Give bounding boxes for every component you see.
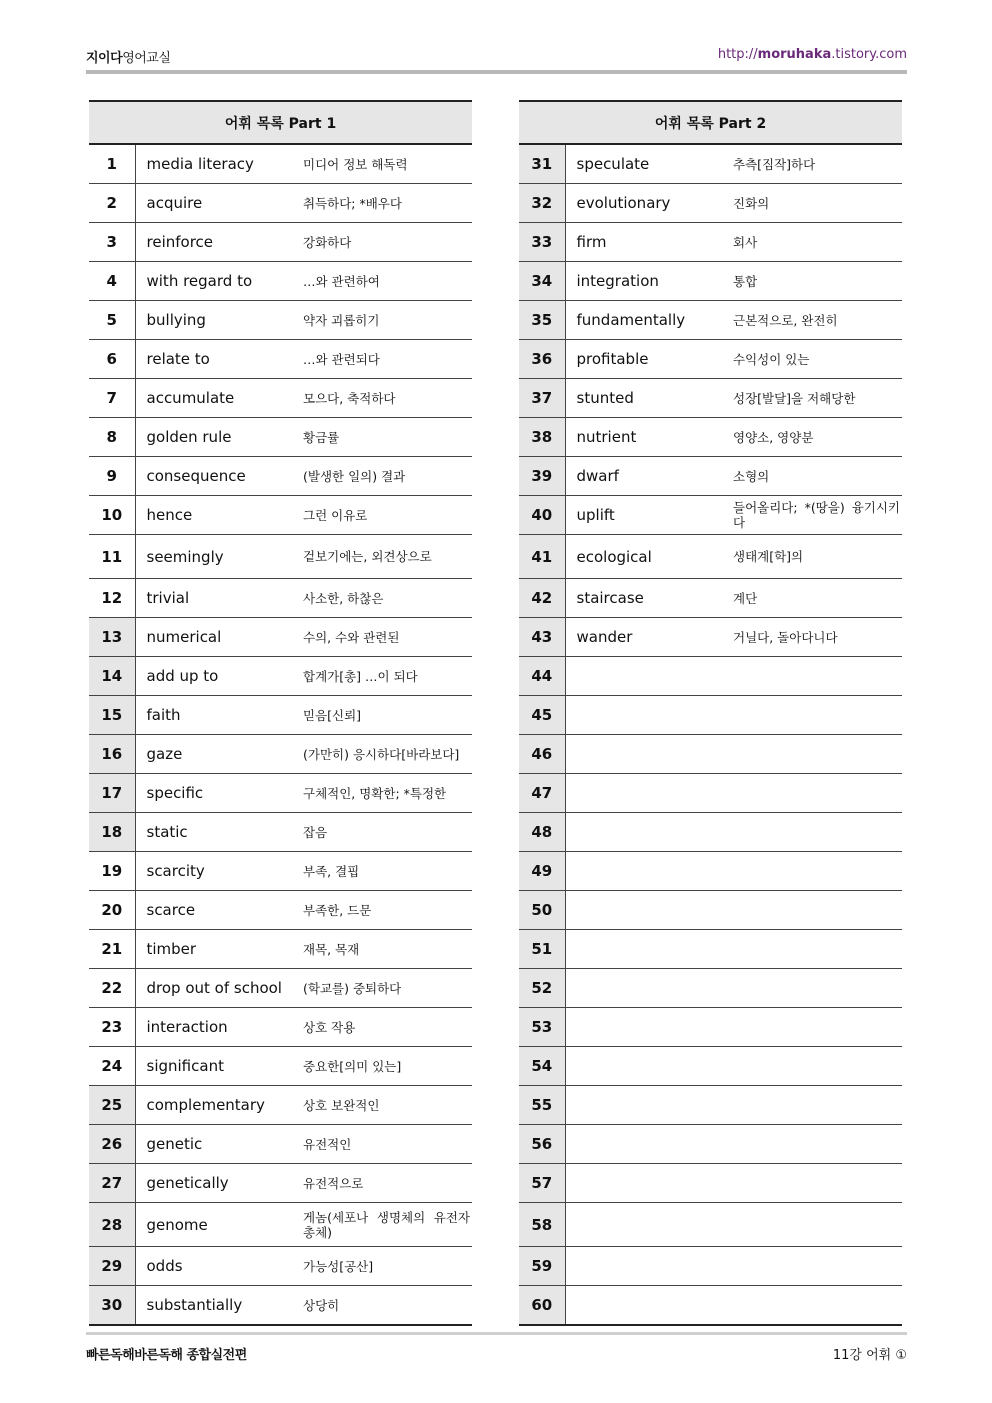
vocab-meaning: 겉보기에는, 외견상으로 xyxy=(303,535,472,579)
table-row xyxy=(519,535,902,579)
vocab-meaning xyxy=(733,696,902,735)
vocab-word xyxy=(565,930,733,969)
vocab-meaning xyxy=(733,1008,902,1047)
vocab-word: speculate xyxy=(565,144,733,184)
vocab-meaning: 수의, 수와 관련된 xyxy=(303,618,472,657)
table-row xyxy=(89,618,472,657)
vocab-meaning: 강화하다 xyxy=(303,223,472,262)
row-number: 11 xyxy=(89,535,135,579)
table-row xyxy=(89,696,472,735)
table-row xyxy=(89,144,472,184)
vocab-word: media literacy xyxy=(135,144,303,184)
vocab-meaning xyxy=(733,1203,902,1247)
table-row xyxy=(89,340,472,379)
vocab-meaning: 모으다, 축적하다 xyxy=(303,379,472,418)
vocab-meaning: 약자 괴롭히기 xyxy=(303,301,472,340)
table-row xyxy=(519,1164,902,1203)
vocab-word: hence xyxy=(135,496,303,535)
row-number: 45 xyxy=(519,696,565,735)
vocab-word: numerical xyxy=(135,618,303,657)
table-title-part1: 어휘 목록 Part 1 xyxy=(89,101,472,144)
row-number: 25 xyxy=(89,1086,135,1125)
vocab-meaning: 미디어 정보 해독력 xyxy=(303,144,472,184)
table-row xyxy=(89,1247,472,1286)
row-number: 29 xyxy=(89,1247,135,1286)
row-number: 51 xyxy=(519,930,565,969)
row-number: 27 xyxy=(89,1164,135,1203)
row-number: 24 xyxy=(89,1047,135,1086)
vocab-word: with regard to xyxy=(135,262,303,301)
vocab-meaning xyxy=(733,1125,902,1164)
table-row xyxy=(89,579,472,618)
row-number: 39 xyxy=(519,457,565,496)
table-row xyxy=(519,930,902,969)
row-number: 37 xyxy=(519,379,565,418)
table-row xyxy=(519,262,902,301)
table-row xyxy=(89,535,472,579)
vocab-meaning: 계단 xyxy=(733,579,902,618)
row-number: 60 xyxy=(519,1286,565,1326)
row-number: 22 xyxy=(89,969,135,1008)
row-number: 38 xyxy=(519,418,565,457)
table-row xyxy=(519,1047,902,1086)
vocab-word xyxy=(565,1125,733,1164)
row-number: 19 xyxy=(89,852,135,891)
vocab-word: genetic xyxy=(135,1125,303,1164)
row-number: 47 xyxy=(519,774,565,813)
table-row xyxy=(89,457,472,496)
vocab-meaning: 가능성[공산] xyxy=(303,1247,472,1286)
table-row xyxy=(519,418,902,457)
vocab-word: odds xyxy=(135,1247,303,1286)
table-row xyxy=(519,1247,902,1286)
table-row xyxy=(89,1086,472,1125)
vocab-word: scarcity xyxy=(135,852,303,891)
page-header xyxy=(86,44,907,66)
vocab-word xyxy=(565,852,733,891)
vocab-word: stunted xyxy=(565,379,733,418)
vocab-meaning: 상당히 xyxy=(303,1286,472,1326)
row-number: 44 xyxy=(519,657,565,696)
row-number: 30 xyxy=(89,1286,135,1326)
vocab-word xyxy=(565,891,733,930)
vocab-word: ecological xyxy=(565,535,733,579)
row-number: 6 xyxy=(89,340,135,379)
vocab-meaning xyxy=(733,1247,902,1286)
row-number: 59 xyxy=(519,1247,565,1286)
vocab-word: nutrient xyxy=(565,418,733,457)
vocab-meaning xyxy=(733,1047,902,1086)
row-number: 21 xyxy=(89,930,135,969)
header-divider xyxy=(86,70,907,74)
vocab-word: gaze xyxy=(135,735,303,774)
vocab-meaning: …와 관련되다 xyxy=(303,340,472,379)
table-body-part1 xyxy=(89,144,472,1325)
table-row xyxy=(519,340,902,379)
vocab-meaning xyxy=(733,735,902,774)
vocab-word xyxy=(565,657,733,696)
table-title-part2: 어휘 목록 Part 2 xyxy=(519,101,902,144)
table-row xyxy=(519,696,902,735)
table-row xyxy=(519,496,902,535)
row-number: 26 xyxy=(89,1125,135,1164)
row-number: 48 xyxy=(519,813,565,852)
vocab-meaning: (학교를) 중퇴하다 xyxy=(303,969,472,1008)
row-number: 2 xyxy=(89,184,135,223)
row-number: 53 xyxy=(519,1008,565,1047)
vocab-word: trivial xyxy=(135,579,303,618)
table-row xyxy=(519,579,902,618)
vocab-word: consequence xyxy=(135,457,303,496)
table-row xyxy=(89,1125,472,1164)
table-row xyxy=(89,891,472,930)
table-row xyxy=(89,852,472,891)
vocab-word: add up to xyxy=(135,657,303,696)
vocab-word: substantially xyxy=(135,1286,303,1326)
table-row xyxy=(519,1086,902,1125)
row-number: 5 xyxy=(89,301,135,340)
vocab-word: complementary xyxy=(135,1086,303,1125)
table-row xyxy=(89,301,472,340)
vocab-meaning: 회사 xyxy=(733,223,902,262)
vocab-word: dwarf xyxy=(565,457,733,496)
table-row xyxy=(519,379,902,418)
vocab-word: drop out of school xyxy=(135,969,303,1008)
table-row xyxy=(89,1164,472,1203)
vocab-word xyxy=(565,696,733,735)
vocab-word: relate to xyxy=(135,340,303,379)
row-number: 34 xyxy=(519,262,565,301)
table-row xyxy=(519,1286,902,1326)
vocab-meaning xyxy=(733,930,902,969)
row-number: 1 xyxy=(89,144,135,184)
vocab-word: accumulate xyxy=(135,379,303,418)
vocab-meaning: 소형의 xyxy=(733,457,902,496)
table-row xyxy=(89,1047,472,1086)
vocab-meaning: (가만히) 응시하다[바라보다] xyxy=(303,735,472,774)
vocab-meaning: 재목, 목재 xyxy=(303,930,472,969)
url-prefix: http:// xyxy=(717,47,758,62)
table-row xyxy=(519,735,902,774)
vocab-word: static xyxy=(135,813,303,852)
vocab-word xyxy=(565,1203,733,1247)
table-row xyxy=(519,891,902,930)
site-url[interactable] xyxy=(718,47,907,62)
table-row xyxy=(89,1203,472,1247)
row-number: 16 xyxy=(89,735,135,774)
row-number: 32 xyxy=(519,184,565,223)
vocab-meaning: 부족, 결핍 xyxy=(303,852,472,891)
vocab-word xyxy=(565,1086,733,1125)
row-number: 46 xyxy=(519,735,565,774)
row-number: 18 xyxy=(89,813,135,852)
vocab-meaning: …와 관련하여 xyxy=(303,262,472,301)
table-body-part2 xyxy=(519,144,902,1325)
row-number: 10 xyxy=(89,496,135,535)
vocab-word: profitable xyxy=(565,340,733,379)
vocab-word xyxy=(565,1247,733,1286)
vocab-meaning: 통합 xyxy=(733,262,902,301)
vocab-meaning: 황금률 xyxy=(303,418,472,457)
vocab-meaning: 잡음 xyxy=(303,813,472,852)
vocab-word: staircase xyxy=(565,579,733,618)
vocab-word: genetically xyxy=(135,1164,303,1203)
row-number: 40 xyxy=(519,496,565,535)
vocab-table-part1 xyxy=(89,100,472,1326)
vocab-meaning: 성장[발달]을 저해당한 xyxy=(733,379,902,418)
url-bold: moruhaka xyxy=(757,47,832,62)
table-row xyxy=(89,735,472,774)
table-row xyxy=(89,184,472,223)
vocab-meaning xyxy=(733,891,902,930)
footer-divider xyxy=(86,1332,907,1335)
vocab-word: wander xyxy=(565,618,733,657)
table-row xyxy=(519,774,902,813)
vocab-meaning xyxy=(733,852,902,891)
vocab-meaning: 생태계[학]의 xyxy=(733,535,902,579)
vocab-meaning: 사소한, 하찮은 xyxy=(303,579,472,618)
vocab-meaning: 유전적인 xyxy=(303,1125,472,1164)
vocab-meaning xyxy=(733,1286,902,1326)
vocab-word: fundamentally xyxy=(565,301,733,340)
table-row xyxy=(89,657,472,696)
vocab-meaning: 합계가[총] …이 되다 xyxy=(303,657,472,696)
vocab-meaning xyxy=(733,774,902,813)
vocab-meaning xyxy=(733,813,902,852)
vocab-meaning: 영양소, 영양분 xyxy=(733,418,902,457)
vocab-meaning: 게놈(세포나 생명체의 유전자 총체) xyxy=(303,1203,472,1247)
vocab-meaning xyxy=(733,1164,902,1203)
book-title: 빠른독해바른독해 종합실전편 xyxy=(86,1348,247,1363)
vocab-word: faith xyxy=(135,696,303,735)
vocab-word: integration xyxy=(565,262,733,301)
table-row xyxy=(519,969,902,1008)
row-number: 50 xyxy=(519,891,565,930)
vocab-word xyxy=(565,1286,733,1326)
vocab-word: significant xyxy=(135,1047,303,1086)
vocab-word: timber xyxy=(135,930,303,969)
vocab-meaning: 거닐다, 돌아다니다 xyxy=(733,618,902,657)
row-number: 17 xyxy=(89,774,135,813)
vocab-word: genome xyxy=(135,1203,303,1247)
table-row xyxy=(89,496,472,535)
vocab-meaning: 취득하다; *배우다 xyxy=(303,184,472,223)
table-row xyxy=(519,813,902,852)
table-row xyxy=(89,930,472,969)
table-row xyxy=(519,184,902,223)
vocab-meaning: 부족한, 드문 xyxy=(303,891,472,930)
vocab-meaning: 구체적인, 명확한; *특정한 xyxy=(303,774,472,813)
vocab-meaning: 유전적으로 xyxy=(303,1164,472,1203)
row-number: 8 xyxy=(89,418,135,457)
brand-bold: 지이다 xyxy=(86,51,123,66)
vocab-meaning: 추측[짐작]하다 xyxy=(733,144,902,184)
vocab-word xyxy=(565,774,733,813)
vocab-word: scarce xyxy=(135,891,303,930)
vocab-word: uplift xyxy=(565,496,733,535)
table-row xyxy=(89,774,472,813)
vocab-word: seemingly xyxy=(135,535,303,579)
url-suffix: .tistory.com xyxy=(831,47,907,62)
vocab-word: acquire xyxy=(135,184,303,223)
row-number: 49 xyxy=(519,852,565,891)
row-number: 54 xyxy=(519,1047,565,1086)
table-row xyxy=(519,852,902,891)
table-row xyxy=(89,1286,472,1326)
table-row xyxy=(519,1125,902,1164)
row-number: 58 xyxy=(519,1203,565,1247)
row-number: 56 xyxy=(519,1125,565,1164)
row-number: 7 xyxy=(89,379,135,418)
vocab-word: reinforce xyxy=(135,223,303,262)
vocab-meaning xyxy=(733,1086,902,1125)
vocab-table-part2 xyxy=(519,100,902,1326)
table-row xyxy=(519,457,902,496)
vocab-meaning: 중요한[의미 있는] xyxy=(303,1047,472,1086)
row-number: 57 xyxy=(519,1164,565,1203)
vocab-meaning: 수익성이 있는 xyxy=(733,340,902,379)
table-row xyxy=(519,144,902,184)
vocab-word xyxy=(565,813,733,852)
vocab-meaning: 들어올리다; *(땅을) 융기시키다 xyxy=(733,496,902,535)
row-number: 20 xyxy=(89,891,135,930)
vocab-word xyxy=(565,969,733,1008)
table-row xyxy=(519,1008,902,1047)
row-number: 28 xyxy=(89,1203,135,1247)
vocab-word xyxy=(565,735,733,774)
table-row xyxy=(519,618,902,657)
vocab-word: interaction xyxy=(135,1008,303,1047)
row-number: 12 xyxy=(89,579,135,618)
row-number: 35 xyxy=(519,301,565,340)
lesson-label: 11강 어휘 ① xyxy=(832,1348,907,1363)
row-number: 9 xyxy=(89,457,135,496)
row-number: 13 xyxy=(89,618,135,657)
vocab-meaning: 그런 이유로 xyxy=(303,496,472,535)
vocab-word: evolutionary xyxy=(565,184,733,223)
vocab-word: specific xyxy=(135,774,303,813)
vocab-word xyxy=(565,1047,733,1086)
vocab-meaning xyxy=(733,657,902,696)
row-number: 23 xyxy=(89,1008,135,1047)
row-number: 36 xyxy=(519,340,565,379)
brand-name xyxy=(86,47,170,66)
vocab-meaning: 상호 보완적인 xyxy=(303,1086,472,1125)
table-row xyxy=(519,657,902,696)
row-number: 3 xyxy=(89,223,135,262)
vocab-meaning: 근본적으로, 완전히 xyxy=(733,301,902,340)
vocab-meaning: 상호 작용 xyxy=(303,1008,472,1047)
table-row xyxy=(519,1203,902,1247)
vocab-word xyxy=(565,1164,733,1203)
table-row xyxy=(89,418,472,457)
vocab-meaning: 진화의 xyxy=(733,184,902,223)
table-row xyxy=(89,223,472,262)
row-number: 4 xyxy=(89,262,135,301)
row-number: 15 xyxy=(89,696,135,735)
vocab-word: bullying xyxy=(135,301,303,340)
brand-rest: 영어교실 xyxy=(122,51,171,66)
vocab-word: golden rule xyxy=(135,418,303,457)
table-row xyxy=(89,1008,472,1047)
row-number: 41 xyxy=(519,535,565,579)
row-number: 42 xyxy=(519,579,565,618)
table-row xyxy=(519,223,902,262)
vocab-word: firm xyxy=(565,223,733,262)
row-number: 52 xyxy=(519,969,565,1008)
table-row xyxy=(519,301,902,340)
row-number: 31 xyxy=(519,144,565,184)
row-number: 14 xyxy=(89,657,135,696)
table-row xyxy=(89,379,472,418)
row-number: 55 xyxy=(519,1086,565,1125)
vocab-meaning xyxy=(733,969,902,1008)
vocab-meaning: (발생한 일의) 결과 xyxy=(303,457,472,496)
table-row xyxy=(89,813,472,852)
table-row xyxy=(89,262,472,301)
table-row xyxy=(89,969,472,1008)
row-number: 43 xyxy=(519,618,565,657)
vocab-meaning: 믿음[신뢰] xyxy=(303,696,472,735)
row-number: 33 xyxy=(519,223,565,262)
vocab-word xyxy=(565,1008,733,1047)
